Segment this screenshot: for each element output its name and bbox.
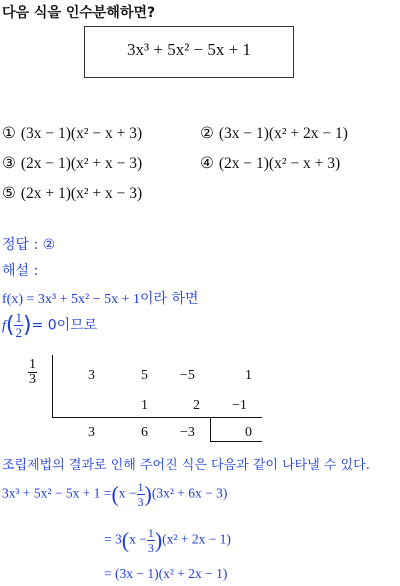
synthetic-root: $\frac{1}{3}$ (29, 357, 36, 387)
synthetic-horizontal-line (52, 417, 262, 418)
solution-label: 해설 : (2, 263, 39, 279)
expression-box (84, 26, 294, 78)
choice-text: (2x + 1)(x² + x − 3) (20, 185, 143, 202)
expression-text: 3x³ + 5x² − 5x + 1 (127, 40, 251, 59)
choice-mark: ② (200, 124, 214, 142)
synthetic-vertical-line (52, 355, 53, 417)
choice-2[interactable] (200, 124, 348, 143)
choice-text: (3x − 1)(x² − x + 3) (20, 125, 143, 142)
solution-line1 (2, 288, 199, 308)
choice-text: (2x − 1)(x² − x + 3) (218, 155, 341, 172)
choice-mark: ⑤ (2, 184, 16, 202)
factor-step-3: = (3x − 1)(x² + 2x − 1) (104, 566, 228, 581)
answer-label: 정답 : (2, 237, 39, 253)
f-symbol: f (2, 318, 6, 334)
synthetic-cell: −1 (232, 398, 247, 413)
synthetic-cell: 2 (193, 398, 200, 413)
synthetic-cell: −5 (180, 368, 195, 383)
synthetic-cell: 0 (245, 425, 252, 440)
choice-mark: ③ (2, 154, 16, 172)
choice-text: (2x − 1)(x² + x − 3) (20, 155, 143, 172)
factor-step-2: = 3(x − $\frac{1}{3}$ )(x² + 2x − 1) (104, 526, 231, 555)
answer-value: ② (42, 237, 56, 253)
function-definition: f(x) = 3x³ + 5x² − 5x + 1 (2, 292, 140, 307)
answer-line (2, 234, 55, 254)
choice-5[interactable] (2, 184, 142, 203)
choice-3[interactable] (2, 154, 142, 173)
synthetic-cell: 1 (245, 368, 252, 383)
remainder-box-bottom (210, 441, 262, 442)
factor-step-1: 3x³ + 5x² − 5x + 1 =(x − $\frac{1}{3}$ )(3x² + 6x − 3) (2, 480, 228, 509)
synthetic-cell: 5 (141, 368, 148, 383)
line2-suffix: = 0이므로 (31, 317, 98, 334)
line1-suffix: 이라 하면 (139, 291, 199, 307)
choice-mark: ④ (200, 154, 214, 172)
remainder-box-left (210, 417, 211, 441)
choice-4[interactable] (200, 154, 340, 173)
synthetic-cell: 3 (88, 368, 95, 383)
synthetic-cell: 1 (141, 398, 148, 413)
synthetic-cell: 3 (88, 425, 95, 440)
choice-mark: ① (2, 124, 16, 142)
choice-1[interactable] (2, 124, 142, 143)
fraction-one-half: $\frac{1}{2}$ (15, 310, 22, 340)
synthetic-cell: −3 (180, 425, 195, 440)
synthetic-cell: 6 (141, 425, 148, 440)
solution-line2: f( $\frac{1}{2}$ )= 0이므로 (2, 310, 98, 340)
solution-conclusion: 조립제법의 결과로 인해 주어진 식은 다음과 같이 나타낼 수 있다. (2, 458, 370, 473)
question-prompt: 다음 식을 인수분해하면? (2, 5, 156, 21)
choice-text: (3x − 1)(x² + 2x − 1) (218, 125, 348, 142)
